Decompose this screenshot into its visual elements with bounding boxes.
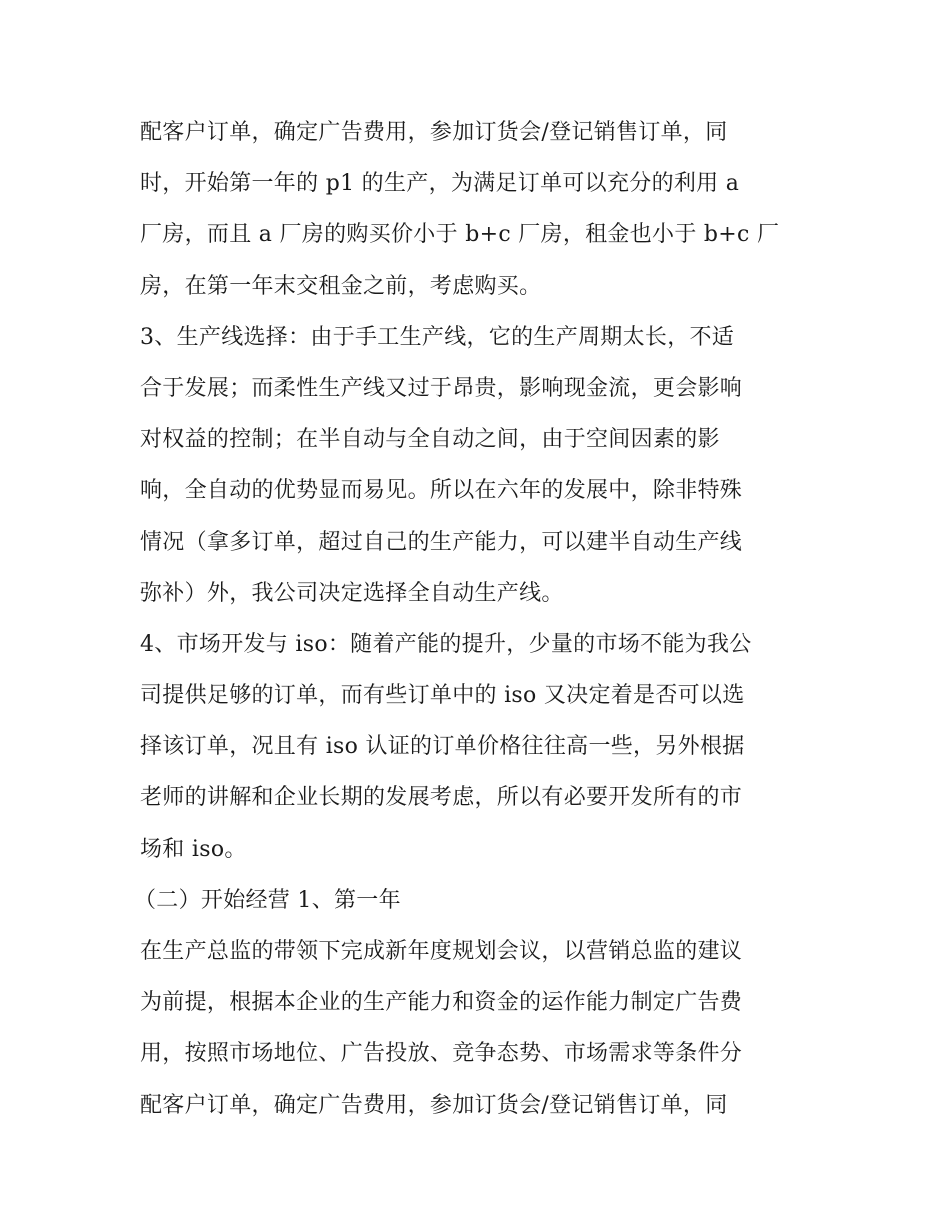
text-line: 场和 iso。 [140,836,247,862]
text-line: 厂房，而且 a 厂房的购买价小于 b+c 厂房，租金也小于 b+c 厂 [140,222,780,248]
text-line: 3、生产线选择：由于手工生产线，它的生产周期太长，不适 [140,324,735,350]
text-line: 司提供足够的订单，而有些订单中的 iso 又决定着是否可以选 [140,683,745,709]
text-line: 配客户订单，确定广告费用，参加订货会/登记销售订单，同 [140,120,728,145]
text-line: 房，在第一年末交租金之前，考虑购买。 [140,273,542,299]
text-line: 配客户订单，确定广告费用，参加订货会/登记销售订单，同 [140,1092,728,1118]
text-line: 为前提，根据本企业的生产能力和资金的运作能力制定广告费 [140,990,743,1016]
text-line: 在生产总监的带领下完成新年度规划会议，以营销总监的建议 [140,939,743,964]
text-line: 情况（拿多订单，超过自己的生产能力，可以建半自动生产线 [140,529,743,555]
text-line: 响，全自动的优势显而易见。所以在六年的发展中，除非特殊 [140,478,743,504]
text-line: 用，按照市场地位、广告投放、竞争态势、市场需求等条件分 [140,1041,743,1067]
text-line: 老师的讲解和企业长期的发展考虑，所以有必要开发所有的市 [140,785,743,811]
text-line: 时，开始第一年的 p1 的生产，为满足订单可以充分的利用 a [140,171,740,197]
body-text [134,107,820,1131]
text-line: 择该订单，况且有 iso 认证的订单价格往往高一些，另外根据 [140,734,745,760]
section-heading: （二）开始经营 1、第一年 [134,887,401,913]
text-line: 对权益的控制；在半自动与全自动之间，由于空间因素的影 [140,427,720,453]
text-line: 合于发展；而柔性生产线又过于昂贵，影响现金流，更会影响 [140,375,743,401]
text-line: 4、市场开发与 iso：随着产能的提升，少量的市场不能为我公 [140,631,752,657]
text-line: 弥补）外，我公司决定选择全自动生产线。 [140,580,564,606]
